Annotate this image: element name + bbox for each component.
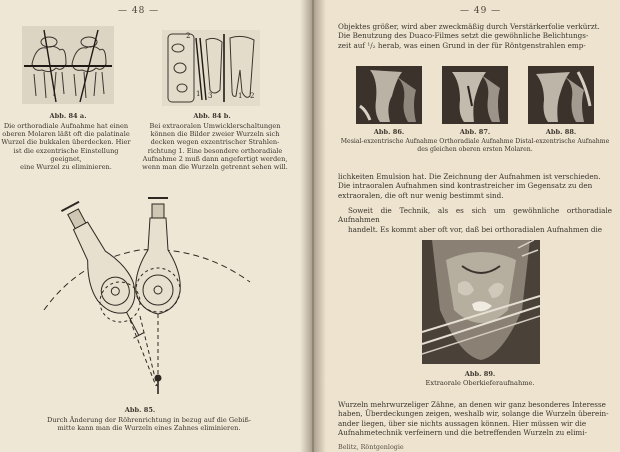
caption-line: Mesial-exzentrische Aufnahme Orthoradiale Aufnahme Distal-exzentrische Aufnahme (340, 138, 610, 145)
caption-line: oberen Molaren läßt oft die palatinale (2, 130, 130, 139)
fig87-title: Abb. 87. (459, 128, 491, 136)
xray-image-88 (528, 66, 594, 124)
text-line: lichkeiten Emulsion hat. Die Zeichnung der Aufnahmen ist verschieden. (338, 172, 601, 181)
caption-line: Durch Änderung der Röhrenrichtung in bezug auf die Gebiß- (46, 416, 252, 424)
xray-image-86 (356, 66, 422, 124)
text-line: Objektes größer, wird aber zweckmäßig durch Verstärkerfolie verkürzt. (338, 22, 600, 31)
caption-line: ist die exzentrische Einstellung geeignet, (13, 146, 119, 163)
fig84b-title: Abb. 84 b. (193, 112, 231, 120)
fig84b-illustration (162, 30, 260, 106)
text-line: Die Benutzung des Duaco-Filmes setzt die gewöhnliche Belichtungs- (338, 31, 589, 41)
fig84b-label: 1 (238, 92, 243, 100)
footer-text: Belitz, Röntgenlogie (338, 443, 404, 451)
paragraph-1 (338, 22, 612, 50)
caption-line: decken wegen exzentrischer Strahlen- (150, 138, 280, 147)
paragraph-2 (338, 172, 612, 200)
paragraph-3 (338, 206, 612, 234)
text-line: Aufnahmetechnik verfeinern und die betreffenden Wurzeln zu elimi- (338, 428, 587, 438)
text-line: zeit auf ¹/₂ herab, was einen Grund in der für Röntgenstrahlen emp- (338, 40, 586, 50)
figs86-88-caption (330, 138, 620, 154)
caption-line: können die Bilder zweier Wurzeln sich (150, 130, 280, 139)
caption-line: richtung 1. Eine besondere orthoradiale (147, 146, 283, 155)
right-page-number: — 49 — (460, 6, 502, 16)
caption-line: Aufnahme 2 muß dann angefertigt werden, (142, 154, 288, 163)
fig84a-illustration (22, 26, 114, 104)
caption-line: Die orthoradiale Aufnahme hat einen (3, 122, 129, 130)
fig84b-label: 2 (186, 32, 191, 40)
fig85-title: Abb. 85. (124, 406, 156, 414)
right-page (310, 0, 620, 452)
fig89-caption: Extraorale Oberkieferaufnahme. (425, 379, 535, 387)
fig84b-label: 2 (250, 92, 255, 100)
caption-line: mitte kann man die Wurzeln eines Zahnes eliminieren. (57, 424, 241, 433)
caption-line: Wurzel die bukkalen überdecken. Hier (1, 138, 131, 147)
fig89-title: Abb. 89. (464, 370, 496, 378)
text-line: handelt. Es kommt aber oft vor, daß bei orthoradialen Aufnahmen die (348, 224, 603, 234)
text-line: Wurzeln mehrwurzeliger Zähne, an denen wir ganz besonderes Interesse (338, 400, 606, 409)
fig85-illustration (40, 190, 270, 396)
fig88-title: Abb. 88. (545, 128, 577, 136)
text-line: ander liegen, über sie nichts aussagen können. Hier müssen wir die (338, 418, 587, 428)
text-line: haben, Überdeckungen zeigen, weshalb wir, solange die Wurzeln überein- (338, 409, 609, 419)
caption-line: wenn man die Wurzeln getrennt sehen will. (142, 163, 288, 172)
caption-line: Bei extraoralen Umwicklerschaltungen (149, 122, 281, 130)
fig84b-label: 3 (208, 92, 213, 100)
fig86-title: Abb. 86. (373, 128, 405, 136)
fig84b-label: 1 (196, 90, 201, 98)
text-line: Soweit die Technik, als es sich um gewöhnliche orthoradiale Aufnahmen (338, 206, 612, 225)
fig85-caption (14, 416, 284, 432)
paragraph-4 (338, 400, 612, 438)
fig84a-title: Abb. 84 a. (49, 112, 87, 120)
fig84b-caption (140, 122, 290, 171)
xray-image-87 (442, 66, 508, 124)
text-line: extraoralen, die oft nur wenig bestimmt sind. (338, 190, 504, 200)
caption-line: eine Wurzel zu eliminieren. (20, 163, 112, 172)
caption-line: des gleichen oberen ersten Molaren. (417, 146, 533, 154)
book-gutter (300, 0, 326, 452)
text-line: Die intraoralen Aufnahmen sind kontrastreicher im Gegensatz zu den (338, 181, 593, 191)
xray-image-89 (422, 240, 540, 364)
left-page-number: — 48 — (118, 6, 160, 16)
fig84a-caption (0, 122, 132, 171)
